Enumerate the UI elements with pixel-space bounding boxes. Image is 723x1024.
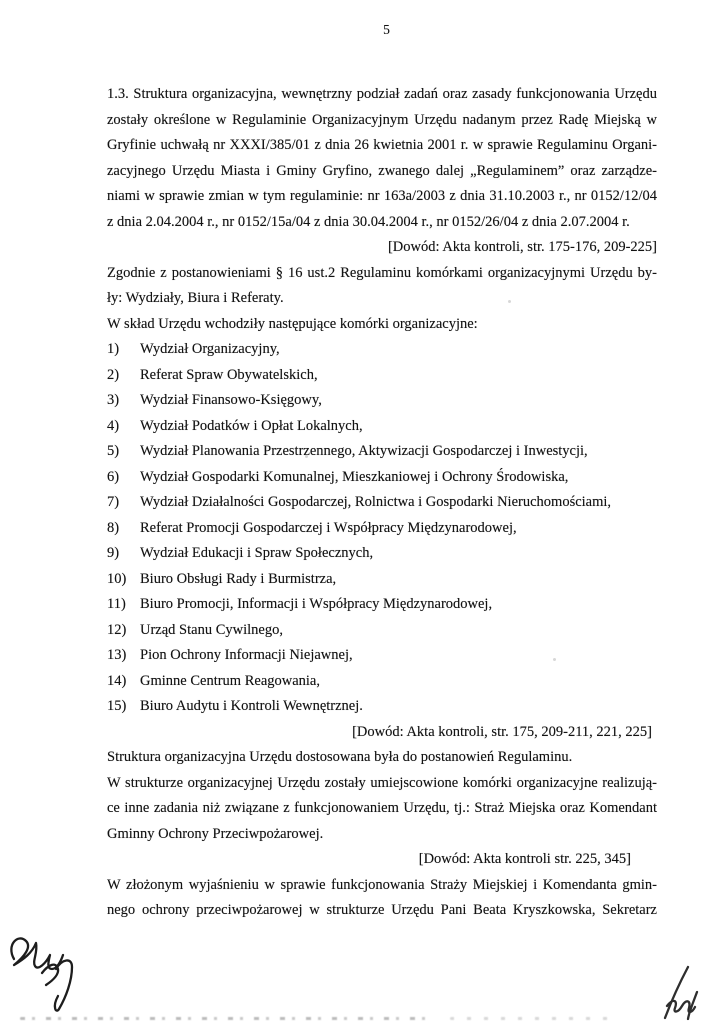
list-item xyxy=(107,388,657,414)
list-item xyxy=(107,337,657,363)
list-item-label: Wydział Edukacji i Spraw Społecznych, xyxy=(140,545,374,561)
list-item-number: 13) xyxy=(107,647,127,663)
list-item-number: 1) xyxy=(107,341,120,357)
evidence-reference-2: [Dowód: Akta kontroli, str. 175, 209-211, 221, 225] xyxy=(352,723,652,740)
list-item xyxy=(107,618,657,644)
list-item-number: 11) xyxy=(107,596,126,612)
handwritten-initials-left-icon xyxy=(2,925,94,1017)
list-item-number: 3) xyxy=(107,392,120,408)
text-line: Zgodnie z postanowieniami § 16 ust.2 Regulaminu komórkami organizacyjnymi Urzędu by- xyxy=(107,264,657,281)
text-line: zostały określone w Regulaminie Organizacyjnym Urzędu nadanym przez Radę Miejską w xyxy=(107,111,657,128)
list-item xyxy=(107,414,657,440)
text-line: nego ochrony przeciwpożarowej w strukturze Urzędu Pani Beata Kryszkowska, Sekretarz xyxy=(107,902,657,918)
list-item-label: Biuro Audytu i Kontroli Wewnętrznej. xyxy=(140,698,363,714)
text-line: Gryfinie uchwałą nr XXXI/385/01 z dnia 26 kwietnia 2001 r. w sprawie Regulaminu Organi- xyxy=(107,137,657,153)
list-item xyxy=(107,567,657,593)
list-item xyxy=(107,490,657,516)
para-list-intro xyxy=(107,312,657,338)
list-item-number: 7) xyxy=(107,494,120,510)
cutoff-text-artifact xyxy=(450,1017,620,1020)
list-item-number: 12) xyxy=(107,621,127,638)
text-line: niami w sprawie zmian w tym regulaminie: nr 163a/2003 z dnia 31.10.2003 r., nr 0152/12/04 xyxy=(107,188,657,204)
list-item xyxy=(107,694,657,720)
scan-speck xyxy=(305,455,308,458)
cutoff-text-artifact xyxy=(20,1017,430,1020)
para-structure-compliant xyxy=(107,745,657,771)
document-body xyxy=(107,82,657,924)
para-regulation-units xyxy=(107,261,657,312)
evidence-reference-3: [Dowód: Akta kontroli str. 225, 345] xyxy=(418,851,631,867)
para-explanation xyxy=(107,873,657,924)
list-item-label: Wydział Organizacyjny, xyxy=(140,341,280,357)
list-item-label: Urząd Stanu Cywilnego, xyxy=(140,621,283,638)
list-item xyxy=(107,465,657,491)
list-item xyxy=(107,439,657,465)
list-item-label: Biuro Promocji, Informacji i Współpracy Międzynarodowej, xyxy=(140,596,493,612)
list-item-label: Wydział Działalności Gospodarczej, Rolnictwa i Gospodarki Nieruchomościami, xyxy=(140,494,612,510)
scan-speck xyxy=(508,300,511,303)
text-line: W skład Urzędu wchodziły następujące komórki organizacyjne: xyxy=(107,315,478,332)
list-item-number: 6) xyxy=(107,468,120,485)
list-item-label: Biuro Obsługi Rady i Burmistrza, xyxy=(140,570,337,587)
list-item-label: Gminne Centrum Reagowania, xyxy=(140,672,320,689)
list-item-number: 9) xyxy=(107,545,120,561)
handwritten-initials-right-icon xyxy=(645,960,721,1023)
text-line: ce inne zadania niż związane z funkcjonowaniem Urzędu, tj.: Straż Miejska oraz Komendant xyxy=(107,800,657,816)
list-item-number: 10) xyxy=(107,570,127,587)
list-item-number: 4) xyxy=(107,417,120,434)
list-item-label: Referat Spraw Obywatelskich, xyxy=(140,366,318,383)
list-item xyxy=(107,516,657,542)
para-other-units xyxy=(107,771,657,848)
list-item-number: 14) xyxy=(107,672,127,689)
text-line: W strukturze organizacyjnej Urzędu zostały umiejscowione komórki organizacyjne realizują- xyxy=(107,774,657,791)
list-item xyxy=(107,541,657,567)
text-line: z dnia 2.04.2004 r., nr 0152/15a/04 z dnia 30.04.2004 r., nr 0152/26/04 z dnia 2.07.2004 r. xyxy=(107,213,630,230)
text-line: 1.3. Struktura organizacyjna, wewnętrzny podział zadań oraz zasady funkcjonowania Urzędu xyxy=(107,86,657,102)
scan-speck xyxy=(553,658,556,661)
list-item xyxy=(107,363,657,389)
para-1-3-structure xyxy=(107,82,657,235)
list-item-label: Wydział Planowania Przestrzennego, Aktywizacji Gospodarczej i Inwestycji, xyxy=(140,443,588,459)
text-line: Struktura organizacyjna Urzędu dostosowana była do postanowień Regulaminu. xyxy=(107,749,573,765)
text-line: zacyjnego Urzędu Miasta i Gminy Gryfino, zwanego dalej „Regulaminem” oraz zarządze- xyxy=(107,162,657,179)
list-item-number: 15) xyxy=(107,698,127,714)
list-item-label: Wydział Podatków i Opłat Lokalnych, xyxy=(140,417,363,434)
list-item xyxy=(107,643,657,669)
text-line: Gminny Ochrony Przeciwpożarowej. xyxy=(107,825,324,842)
page-number: 5 xyxy=(383,22,390,37)
evidence-reference-1: [Dowód: Akta kontroli, str. 175-176, 209-225] xyxy=(387,239,657,255)
list-item-label: Wydział Gospodarki Komunalnej, Mieszkaniowej i Ochrony Środowiska, xyxy=(140,468,569,485)
list-item-label: Referat Promocji Gospodarczej i Współpracy Międzynarodowej, xyxy=(140,519,517,536)
list-item xyxy=(107,592,657,618)
text-line: ły: Wydziały, Biura i Referaty. xyxy=(107,290,284,306)
text-line: W złożonym wyjaśnieniu w sprawie funkcjonowania Straży Miejskiej i Komendanta gmin- xyxy=(107,876,657,893)
list-item-number: 2) xyxy=(107,366,120,383)
list-item-label: Wydział Finansowo-Księgowy, xyxy=(140,392,322,408)
list-item xyxy=(107,669,657,695)
list-item-number: 5) xyxy=(107,443,120,459)
list-item-number: 8) xyxy=(107,519,120,536)
list-item-label: Pion Ochrony Informacji Niejawnej, xyxy=(140,647,353,663)
